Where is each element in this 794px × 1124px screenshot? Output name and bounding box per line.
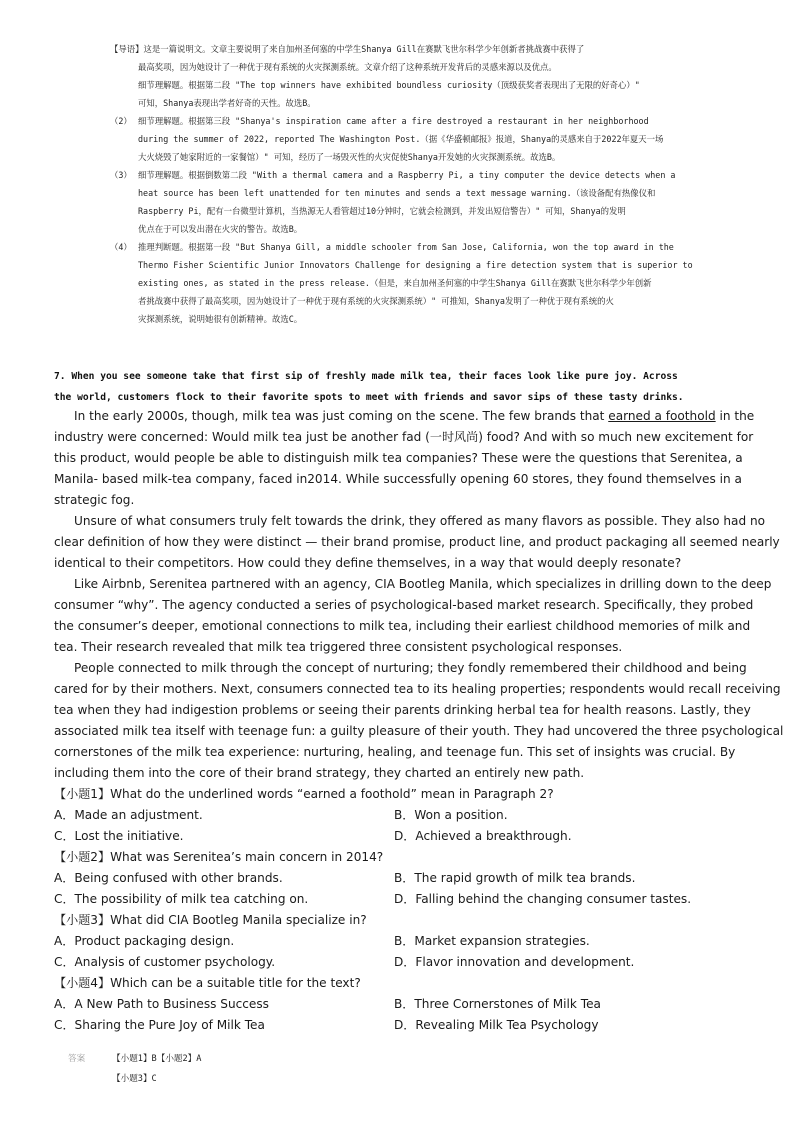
paragraph-line: In the early 2000s, though, milk tea was just coming on the scene. The few brands that earned a foothold in the bbox=[74, 409, 755, 423]
explanation-line: 灾探测系统，说明她很有创新精神。故选C。 bbox=[138, 314, 303, 324]
option-d: D．Falling behind the changing consumer tastes. bbox=[394, 892, 692, 906]
guide-line: 【导语】这是一篇说明文。文章主要说明了来自加州圣何塞的中学生Shanya Gill在赛默飞世尔科学少年创新者挑战赛中获得了 bbox=[110, 44, 585, 54]
question-stem: 【小题1】What do the underlined words “earned a foothold” mean in Paragraph 2? bbox=[54, 787, 554, 801]
paragraph-line: consumer “why”. The agency conducted a series of psychological-based market research. Specifically, they probed bbox=[54, 598, 754, 612]
paragraph-line: associated milk tea itself with teenage fun: a guilty pleasure of their youth. They had uncovered the three psychological bbox=[54, 724, 784, 738]
explanation-number: （4） bbox=[110, 242, 132, 252]
reading-passage bbox=[54, 406, 784, 1036]
explanation-line: 优点在于可以发出潜在火灾的警告。故选B。 bbox=[138, 224, 303, 234]
answer-label: 答案 bbox=[68, 1054, 86, 1064]
paragraph-line: Unsure of what consumers truly felt towards the drink, they offered as many flavors as possible. They also had no bbox=[74, 514, 766, 528]
previous-explanation bbox=[110, 40, 750, 328]
option-c: C．The possibility of milk tea catching on. bbox=[54, 892, 309, 906]
explanation-number: （2） bbox=[110, 116, 132, 126]
paragraph-line: tea. Their research revealed that milk tea triggered three consistent psychological responses. bbox=[54, 640, 623, 654]
option-c: C．Analysis of customer psychology. bbox=[54, 955, 276, 969]
answer-block bbox=[68, 1049, 201, 1089]
explanation-line: heat source has been left unattended for ten minutes and sends a text message warning.（该设备配有热像仪和 bbox=[138, 188, 656, 198]
option-b: B．The rapid growth of milk tea brands. bbox=[394, 871, 636, 885]
paragraph-line: cornerstones of the milk tea experience: nurturing, healing, and teenage fun. This set of insights was crucial. By bbox=[54, 745, 736, 759]
option-b: B．Market expansion strategies. bbox=[394, 934, 590, 948]
option-row bbox=[54, 889, 744, 910]
option-b: B．Won a position. bbox=[394, 808, 508, 822]
paragraph-line: industry were concerned: Would milk tea just be another fad (一时风尚) food? And with so much new excitement for bbox=[54, 430, 754, 444]
lead-line: 7. When you see someone take that first sip of freshly made milk tea, their faces look like pure joy. Across bbox=[54, 371, 678, 382]
paragraph-line: tea when they had indigestion problems or seeing their parents drinking herbal tea for health reasons. Lastly, they bbox=[54, 703, 751, 717]
option-row bbox=[54, 1015, 744, 1036]
explanation-number: （3） bbox=[110, 170, 132, 180]
passage-lead bbox=[54, 366, 744, 408]
answer-line: 【小题1】B【小题2】A bbox=[112, 1054, 202, 1064]
option-a: A．Made an adjustment. bbox=[54, 808, 203, 822]
option-a: A．Being confused with other brands. bbox=[54, 871, 283, 885]
option-b: B．Three Cornerstones of Milk Tea bbox=[394, 997, 601, 1011]
explanation-line: Thermo Fisher Scientific Junior Innovators Challenge for designing a fire detection system that is superior to bbox=[138, 260, 693, 270]
paragraph-line: cared for by their mothers. Next, consumers connected tea to its healing properties; respondents would recall receiving bbox=[54, 682, 781, 696]
explanation-line: 可知，Shanya表现出学者好奇的天性。故选B。 bbox=[138, 98, 316, 108]
question-stem: 【小题4】Which can be a suitable title for the text? bbox=[54, 976, 361, 990]
option-row bbox=[54, 805, 744, 826]
explanation-line: 细节理解题。根据倒数第二段 "With a thermal camera and a Raspberry Pi, a tiny computer the device detects when a bbox=[138, 170, 676, 180]
paragraph-line: this product, would people be able to distinguish milk tea companies? These were the questions that Serenitea, a bbox=[54, 451, 743, 465]
explanation-line: 细节理解题。根据第三段 "Shanya's inspiration came after a fire destroyed a restaurant in her neighborhood bbox=[138, 116, 649, 126]
answer-line: 【小题3】C bbox=[112, 1074, 157, 1084]
paragraph-line: People connected to milk through the concept of nurturing; they fondly remembered their childhood and being bbox=[74, 661, 747, 675]
option-c: C．Lost the initiative. bbox=[54, 829, 184, 843]
option-d: D．Achieved a breakthrough. bbox=[394, 829, 572, 843]
option-row bbox=[54, 931, 744, 952]
option-row bbox=[54, 952, 744, 973]
explanation-line: 细节理解题。根据第二段 "The top winners have exhibited boundless curiosity（顶级获奖者表现出了无限的好奇心）" bbox=[138, 80, 640, 90]
underlined-phrase: earned a foothold bbox=[608, 409, 716, 423]
explanation-line: 大火烧毁了她家附近的一家餐馆）" 可知，经历了一场毁灭性的火灾促使Shanya开发她的火灾探测系统。故选B。 bbox=[138, 152, 561, 162]
option-c: C．Sharing the Pure Joy of Milk Tea bbox=[54, 1018, 265, 1032]
option-row bbox=[54, 826, 744, 847]
option-a: A．Product packaging design. bbox=[54, 934, 235, 948]
paragraph-line: strategic fog. bbox=[54, 493, 135, 507]
paragraph-line: the consumer’s deeper, emotional connections to milk tea, including their earliest childhood memories of milk and bbox=[54, 619, 751, 633]
option-d: D．Flavor innovation and development. bbox=[394, 955, 635, 969]
paragraph-line: Manila- based milk-tea company, faced in2014. While successfully opening 60 stores, they found themselves in a bbox=[54, 472, 742, 486]
question-stem: 【小题2】What was Serenitea’s main concern in 2014? bbox=[54, 850, 384, 864]
option-row bbox=[54, 994, 744, 1015]
explanation-line: Raspberry Pi，配有一台微型计算机，当热源无人看管超过10分钟时，它就会检测到，并发出短信警告）" 可知，Shanya的发明 bbox=[138, 206, 626, 216]
explanation-line: 者挑战赛中获得了最高奖项，因为她设计了一种优于现有系统的火灾探测系统）" 可推知，Shanya发明了一种优于现有系统的火 bbox=[138, 296, 614, 306]
paragraph-line: Like Airbnb, Serenitea partnered with an agency, CIA Bootleg Manila, which specializes in drilling down to the deep bbox=[74, 577, 772, 591]
paragraph-line: identical to their competitors. How could they define themselves, in a way that would deeply resonate? bbox=[54, 556, 682, 570]
option-a: A．A New Path to Business Success bbox=[54, 997, 269, 1011]
explanation-line: 推理判断题。根据第一段 "But Shanya Gill, a middle schooler from San Jose, California, won the top award in the bbox=[138, 242, 674, 252]
lead-line: the world, customers flock to their favorite spots to meet with friends and savor sips of these tasty drinks. bbox=[54, 392, 684, 403]
paragraph-line: including them into the core of their brand strategy, they charted an entirely new path. bbox=[54, 766, 585, 780]
question-stem: 【小题3】What did CIA Bootleg Manila specialize in? bbox=[54, 913, 367, 927]
option-d: D．Revealing Milk Tea Psychology bbox=[394, 1018, 599, 1032]
paragraph-line: clear definition of how they were distinct — their brand promise, product line, and product packaging all seemed nearly bbox=[54, 535, 780, 549]
guide-line: 最高奖项，因为她设计了一种优于现有系统的火灾探测系统。文章介绍了这种系统开发背后的灵感来源以及优点。 bbox=[138, 62, 557, 72]
explanation-line: during the summer of 2022, reported The Washington Post.（据《华盛顿邮报》报道，Shanya的灵感来自于2022年夏天一场 bbox=[138, 134, 664, 144]
option-row bbox=[54, 868, 744, 889]
explanation-line: existing ones, as stated in the press release.（但是，来自加州圣何塞的中学生Shanya Gill在赛默飞世尔科学少年创新 bbox=[138, 278, 652, 288]
